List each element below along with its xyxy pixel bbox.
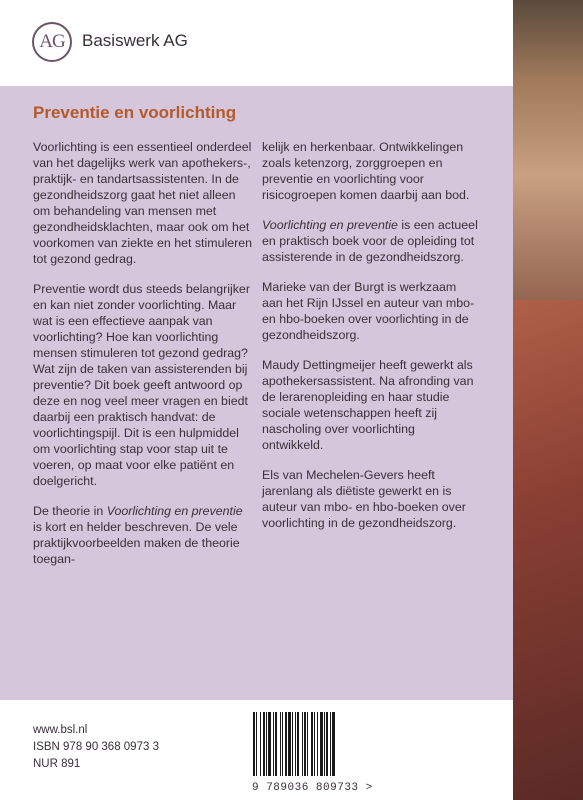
paragraph: Voorlichting is een essentieel onderdeel van het dagelijks werk van apothekers-, praktijk- en tandartsassistenten. In de gezondheidszorg gaat het niet alleen om behandeling van mensen met gezondheidsklachten, maar ook om het voorkomen van ziekte en het stimuleren tot gezond gedrag. <box>33 140 253 266</box>
nur-text: NUR 891 <box>33 758 81 770</box>
ag-logo: AG <box>32 22 72 62</box>
website-link[interactable]: www.bsl.nl <box>33 724 88 736</box>
paragraph <box>33 503 255 567</box>
book-title-italic: Voorlichting en preventie <box>106 504 243 518</box>
author-bio: Maudy Dettingmeijer heeft gewerkt als apothekersassistent. Na afronding van de lerarenopleiding en haar studie sociale wetenschappen heeft zij nascholing over voorlichting ontwikkeld. <box>262 358 474 452</box>
barcode <box>250 710 372 780</box>
text-span: is een actueel en praktisch boek voor de opleiding tot assisterende in de gezondheidszorg. <box>262 218 478 264</box>
brand-name: Basiswerk AG <box>82 31 188 50</box>
text-span: De theorie in <box>33 504 107 518</box>
isbn-text: ISBN 978 90 368 0973 3 <box>33 741 159 753</box>
right-column <box>262 139 478 545</box>
paragraph: Preventie wordt dus steeds belangrijker en kan niet zonder voorlichting. Maar wat is een effectieve aanpak van voorlichting? Hoe kan voorlichting mensen stimuleren tot gezond gedrag? Wat zijn de taken van assisterenden bij preventie? Dit boek geeft antwoord op deze en nog veel meer vragen en biedt daarbij een praktisch handvat: de voorlichtingspijl. Dit is een hulpmiddel om voorlichting stap voor stap uit te voeren, op maat voor elke patiënt en doelgericht. <box>33 282 250 488</box>
book-title-italic: Voorlichting en preventie <box>262 218 398 232</box>
author-bio: Marieke van der Burgt is werkzaam aan het Rijn IJssel en auteur van mbo- en hbo-boeken over voorlichting in de gezondheidszorg. <box>262 280 475 342</box>
paragraph <box>262 217 478 265</box>
text-span: is kort en helder beschreven. De vele praktijkvoorbeelden maken de theorie toegan- <box>33 520 240 566</box>
left-column <box>33 139 255 581</box>
page-title: Preventie en voorlichting <box>33 103 237 122</box>
photo-fabric <box>513 300 583 800</box>
author-bio: Els van Mechelen-Gevers heeft jarenlang als diëtiste gewerkt en is auteur van mbo- en hbo-boeken over voorlichting in de gezondheidszorg. <box>262 468 466 530</box>
barcode-bars <box>250 710 372 780</box>
paragraph: kelijk en herkenbaar. Ontwikkelingen zoals ketenzorg, zorggroepen en preventie en voorlichting voor risicogroepen komen daarbij aan bod. <box>262 140 470 202</box>
cover-photo-strip <box>513 0 583 800</box>
barcode-digits: 9 789036 809733 > <box>252 782 373 794</box>
header-band <box>0 0 513 86</box>
